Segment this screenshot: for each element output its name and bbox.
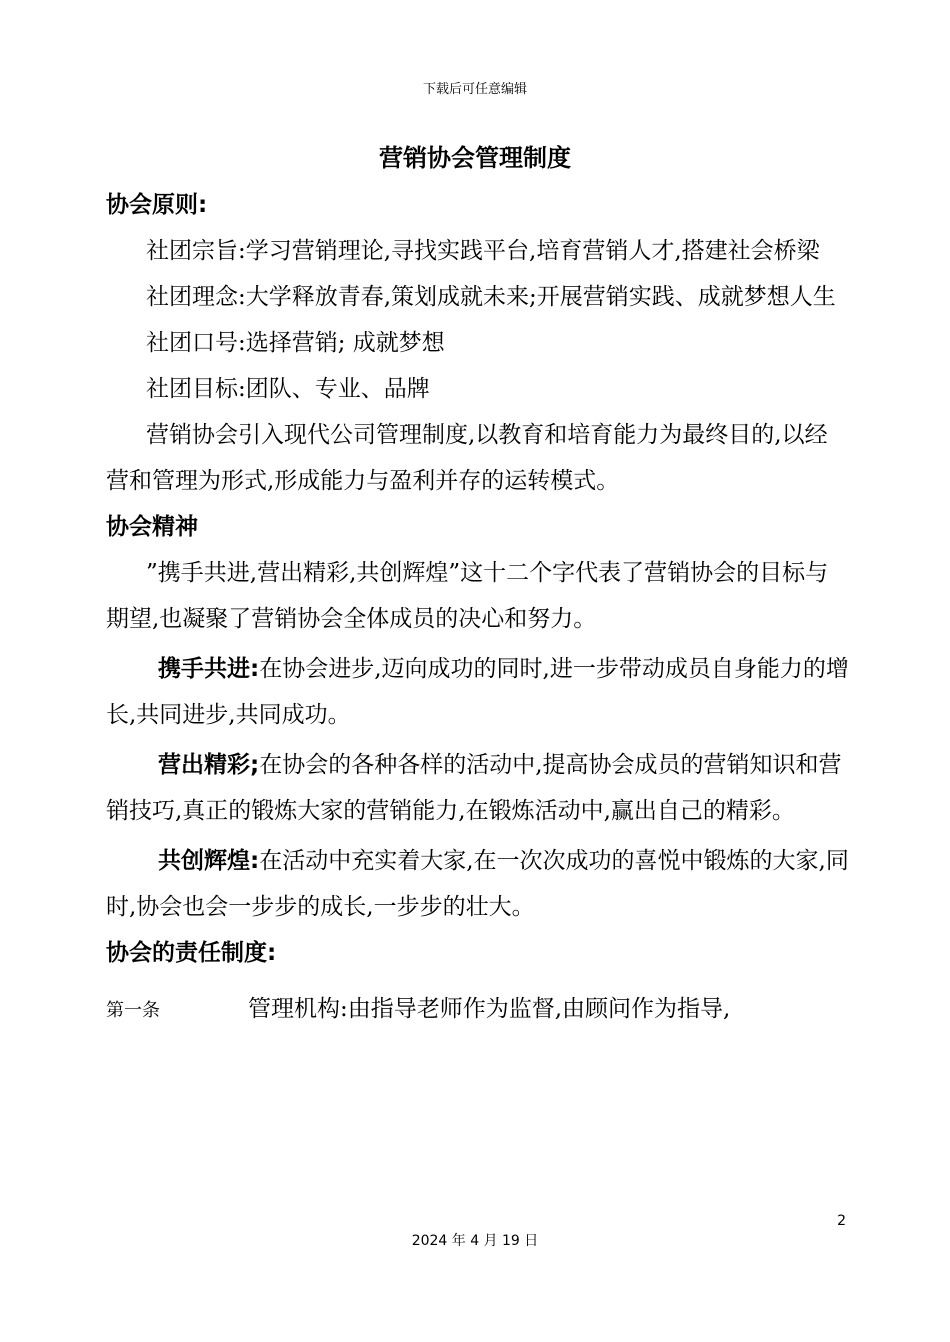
header-note: 下载后可任意编辑 — [422, 82, 527, 97]
page-number: 2 — [837, 1213, 846, 1229]
paragraph-purpose: 社团宗旨:学习营销理论,寻找实践平台,培育营销人才,搭建社会桥梁 — [146, 238, 820, 264]
section-heading-principles: 协会原则: — [106, 192, 208, 218]
document-body — [106, 182, 850, 1032]
footer-date: 2024 年 4 月 19 日 — [411, 1233, 539, 1249]
article-1-text: 管理机构:由指导老师作为监督,由顾问作为指导, — [248, 996, 731, 1022]
paragraph-spirit-intro: ”携手共进,营出精彩,共创辉煌”这十二个字代表了营销协会的目标与期望,也凝聚了营销协会全体成员的决心和努力。 — [106, 560, 829, 632]
paragraph-slogan: 社团口号:选择营销; 成就梦想 — [146, 330, 445, 356]
article-1 — [106, 986, 850, 1032]
paragraph-spirit-item-3 — [106, 838, 850, 930]
paragraph-spirit-item-2 — [106, 742, 850, 834]
spirit-item-2-text: 在协会的各种各样的活动中,提高协会成员的营销知识和营销技巧,真正的锻炼大家的营销能力,在锻炼活动中,赢出自己的精彩。 — [106, 752, 842, 824]
document-title: 营销协会管理制度 — [379, 144, 571, 172]
paragraph-goal: 社团目标:团队、专业、品牌 — [146, 376, 430, 402]
spirit-item-1-lead: 携手共进: — [158, 656, 260, 682]
spirit-item-2-lead: 营出精彩; — [158, 752, 260, 778]
spirit-item-3-lead: 共创辉煌: — [158, 848, 260, 874]
section-heading-responsibility: 协会的责任制度: — [106, 940, 277, 966]
spirit-item-3-text: 在活动中充实着大家,在一次次成功的喜悦中锻炼的大家,同时,协会也会一步步的成长,一步步的壮大。 — [106, 848, 849, 920]
paragraph-concept: 社团理念:大学释放青春,策划成就未来;开展营销实践、成就梦想人生 — [146, 284, 836, 310]
paragraph-spirit-item-1 — [106, 646, 850, 738]
spirit-item-1-text: 在协会进步,迈向成功的同时,进一步带动成员自身能力的增长,共同进步,共同成功。 — [106, 656, 849, 728]
article-1-number: 第一条 — [106, 1000, 160, 1021]
paragraph-intro: 营销协会引入现代公司管理制度,以教育和培育能力为最终目的,以经营和管理为形式,形成能力与盈利并存的运转模式。 — [106, 422, 828, 494]
section-heading-spirit: 协会精神 — [106, 514, 198, 540]
